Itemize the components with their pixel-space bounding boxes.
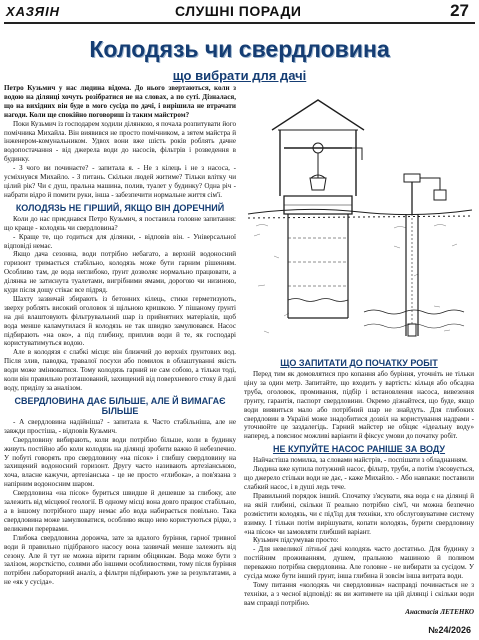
- body-paragraph: Свердловину вибирають, коли води потрібно більше, коли в будинку живуть постійно або коли колодязь на ділянці зробити важко й небезпечно. У побуті говорять про свердловину «на пісок» і глибшу свердловину на захищений водоносний горизонт. Другу часто називають артезіанською, хоча, власне кажучи, артезіанська - це не просто «глибока», а пов'язана з напірним водоносним шаром.: [4, 435, 236, 489]
- subheading-well: КОЛОДЯЗЬ НЕ ГІРШИЙ, ЯКЩО ВІН ДОРЕЧНИЙ: [15, 202, 225, 213]
- header-divider: [4, 22, 475, 24]
- body-paragraph: Поки Кузьмич із господарем ходили ділянкою, я почала розпитувати його помічника Михайла. Він виявився не просто помічником, а зятем майстра й інженером-комунальником. Удвох вони вже шість років роблять дачне водопостачання - від джерела води до насосів, фільтрів і розведення в будинку.: [4, 119, 236, 164]
- body-paragraph: - Для невеликої літньої дачі колодязь часто достатньо. Для будинку з постійним проживанням, душем, пральною машиною й поливом переважно потрібна свердловина. Але головне - не вибирати за сусідом. У сусіда може бути інший ґрунт, інша глибина й зовсім інша витрата води.: [244, 545, 474, 581]
- body-paragraph: - З чого ви починаєте? - запитала я. - Не з кілець і не з насоса, - усміхнувся Михайло. - З питань. Скільки людей житиме? Тільки влітку чи цілий рік? Чи є душ, пральна машина, полив, туалет у будинку? Одна річ - набрати відро й помити руки, інша - забезпечити нормальне життя сім'ї.: [4, 164, 236, 199]
- body-paragraph: Правильний порядок інший. Спочатку з'ясувати, яка вода є на ділянці й на якій глибині, скільки її реально потрібно сім'ї, чи можна безпечно розмістити колодязь, чи є під'їзд для техніки, хто обслуговуватиме систему взимку. І тільки потім вирішувати, копати колодязь, бурити свердловину «на пісок» чи замовляти глибший варіант.: [244, 491, 474, 536]
- article-subtitle: що вибрати для дачі: [172, 68, 307, 83]
- issue-number: №24/2026: [428, 625, 471, 635]
- body-paragraph: Свердловина «на пісок» буриться швидше й дешевше за глибоку, але залежить від місцевої геології. В одному місці вона довго працює стабільно, а в іншому потрібного шару немає або вода набирається повільно. Така свердловина може замулюватися, особливо якщо нею користуються рідко, з великими перервами.: [4, 489, 236, 533]
- left-text-column: [4, 84, 236, 630]
- body-paragraph: Глибока свердловина дорожча, зате за вдалого буріння, гарної тривної води й правильно підібраного насосу вона зазвичай менше залежить від сезону. Але й тут не можна вірити гарним обіцянкам. Вода може бути з залізом, жорсткістю, солями або іншими особливостями, тому після буріння потрібен лабораторний аналіз, а фільтри підбирають уже за результатами, а не «як у сусіда».: [4, 533, 236, 587]
- body-paragraph: Шахту зазвичай збирають із бетонних кілець, стики герметизують, зверху роблять високий оголовок зі щільною кришкою. У пішаному ґрунті на дні влаштовують фільтрувальний шар із прийнятних матеріалів, щоб вода менше каламутилася й колодязь не так швидко замулювався. Насос підбирають «на око», а під глибину, приплив води й те, як господарі користуватимуться водою.: [4, 294, 236, 348]
- author-signature: Анастасія ЛЕТЕНКО: [405, 607, 474, 616]
- page-header: [0, 0, 479, 26]
- right-text-column: [244, 355, 474, 620]
- body-paragraph: Людина вже купила потужний насос, фільтр, труби, а потім з'ясовується, що джерело стільки води не дає, - каже Михайло. - Або навпаки: поставили слабкий насос, і в душі ледь тече.: [244, 465, 474, 491]
- body-paragraph: Коли до нас приєднався Петро Кузьмич, я поставила головне запитання: що краще - колодязь чи свердловина?: [4, 214, 236, 232]
- body-paragraph: - А свердловина надійніша? - запитала я. Часто стабільніша, але не завжди простіша, - відповів Кузьмич.: [4, 417, 236, 435]
- article-title: Колодязь чи свердловина: [89, 36, 390, 62]
- lead-paragraph: Петро Кузьмич у нас людина відома. До нього звертаються, коли з водою на ділянці хочуть розібратися не на словах, а по суті. Дізналася, що на вихідних він буде в мого сусіда по дачі, і вирішила не втрачати нагоди. Коли ще спокійно поговориш із таким майстром?: [4, 84, 236, 119]
- body-paragraph: Якщо дача сезонна, води потрібно небагато, а верхній водоносний горизонт тримається стабільно, колодязь може бути гарним рішенням. Особливо там, де вода неглибоко, ґрунт дозволяє нормально працювати, а ділянка не затиснута туалетами, вигрібними ямами, дорогою чи низиною, куди після дощу стікає все підряд.: [4, 250, 236, 295]
- section-title: СЛУШНІ ПОРАДИ: [175, 3, 302, 19]
- well-and-borehole-drawing-icon: [244, 86, 476, 348]
- body-paragraph: Найчастіша помилка, за словами майстрів, - поспішати з обладнанням.: [253, 456, 468, 465]
- body-paragraph: Перед тим як домовлятися про копання або буріння, уточніть не тільки ціну за один метр. Запитайте, що входить у вартість: кільця або обсадна труба, оголовок, промивання, підбір і встановлення насоса, вивезення ґрунту, гарантія, паспорт свердловини. Окремо дізнайтеся, що буде, якщо води виявиться мало або потрібний шар не знайдуть. Для глибоких свердловин в Україні може знадобитися дозвіл на користування надрами - уточнюйте це заздалегідь. Гарний майстер не обіцяє «ідеальну воду» наперед, а пояснює можливі варіанти й фіксує умови до початку робіт.: [244, 370, 474, 441]
- subheading-questions: ЩО ЗАПИТАТИ ДО ПОЧАТКУ РОБІТ: [280, 358, 438, 368]
- page-number: 27: [450, 1, 469, 20]
- magazine-brand: ХАЗЯІН: [6, 4, 61, 19]
- subheading-borehole: СВЕРДЛОВИНА ДАЄ БІЛЬШЕ, АЛЕ Й ВИМАГАЄ БІЛЬШЕ: [14, 395, 226, 416]
- subheading-pump: НЕ КУПУЙТЕ НАСОС РАНІШЕ ЗА ВОДУ: [272, 444, 446, 455]
- body-paragraph: Кузьмич підсумував просто:: [253, 536, 339, 545]
- body-paragraph: - Краще те, що годиться для ділянки, - відповів він. - Універсальної відповіді немає.: [4, 232, 236, 250]
- body-paragraph: Але в колодязя є слабкі місця: він ближчий до верхніх ґрунтових вод. Після злив, паводка, травалої посухи або помилок в облаштуванні якість води може змінюватися. Тому колодязь гарний не сам собою, а тільки тоді, коли він правильно розташований, захищений від поверхневого стоку й далі воду, приділу за аналізом.: [4, 348, 236, 392]
- body-paragraph: Тому питання «колодязь чи свердловина» насправді починається не з техніки, а з чесної відповіді: як ви житимете на цій ділянці і скільки води вам справді потрібно.: [244, 580, 474, 607]
